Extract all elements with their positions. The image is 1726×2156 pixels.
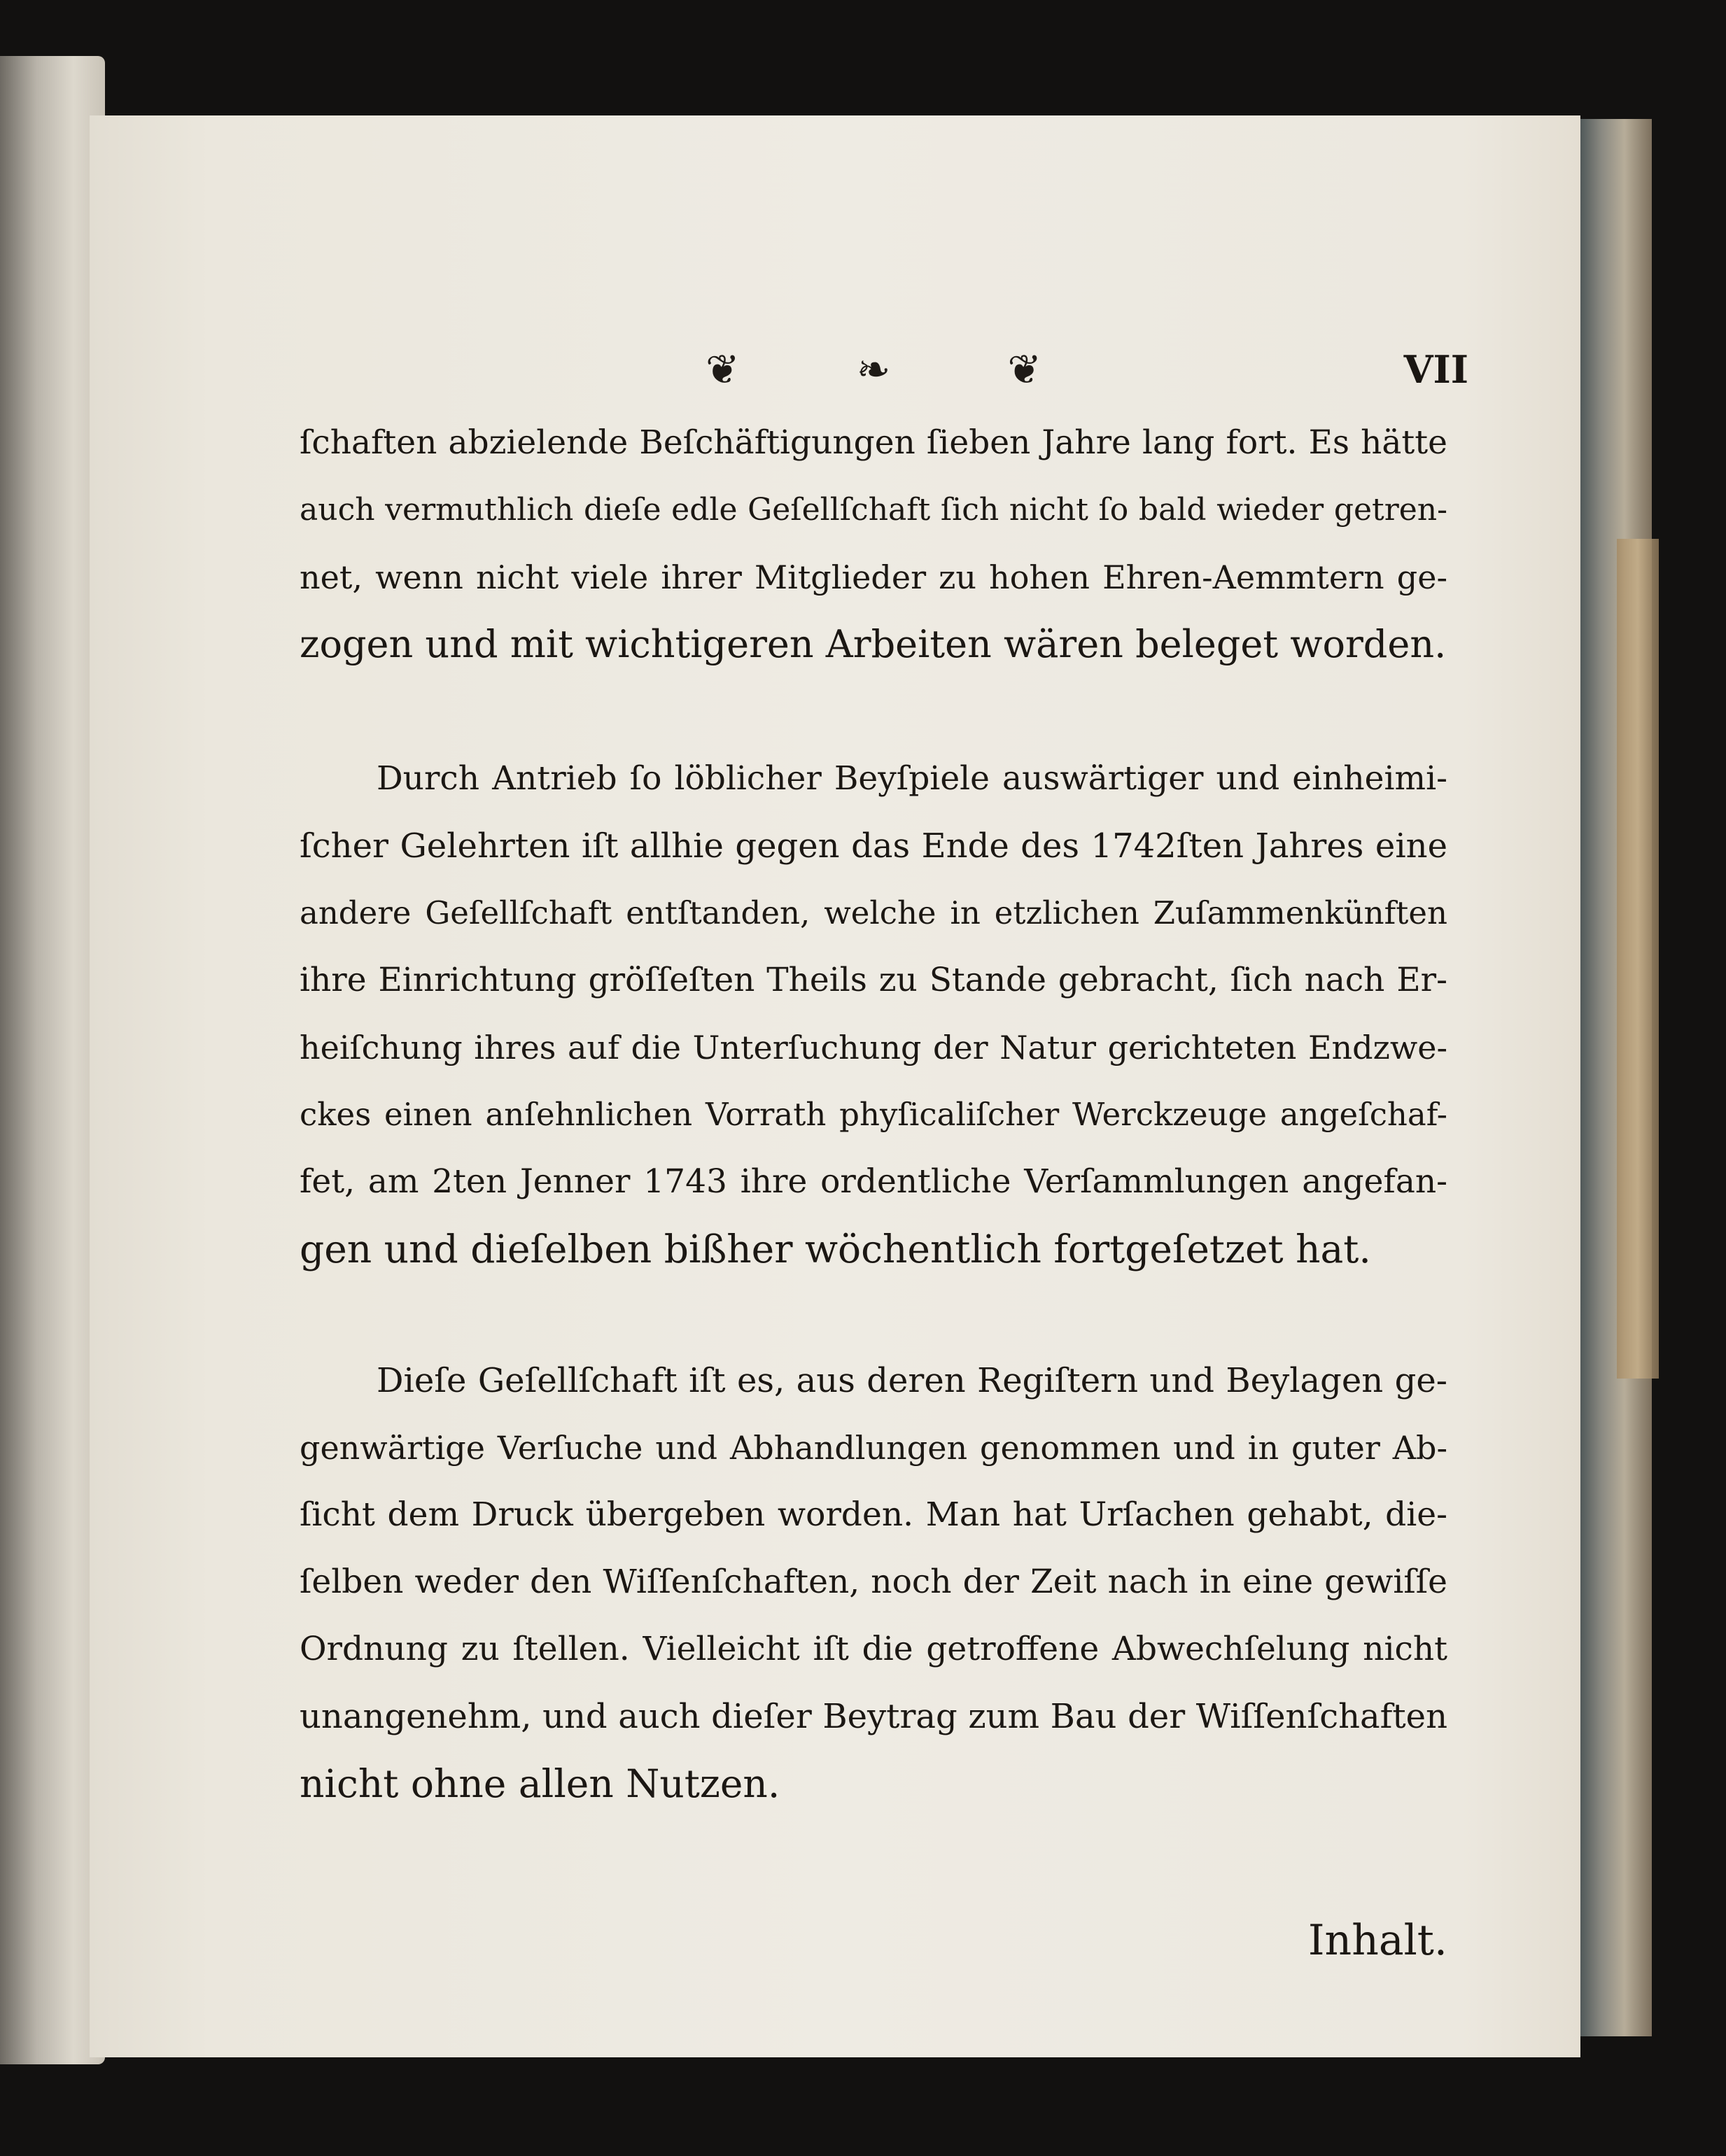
ornament-center-icon: ❧ [856,346,891,393]
text-line: Durch Antrieb ſo löblicher Beyſpiele auswärtiger und einheimi- [377,759,1447,798]
catchword: Inhalt. [1307,1916,1447,1965]
text-line: nicht ohne allen Nutzen. [300,1761,780,1806]
text-line: ſcher Gelehrten iſt allhie gegen das Ende des 1742ſten Jahres eine [300,826,1447,866]
text-line: gen und dieſelben bißher wöchentlich fortgeſetzet hat. [300,1227,1371,1271]
text-line: genwärtige Verſuche und Abhandlungen genommen und in guter Ab- [300,1429,1447,1467]
text-line: andere Geſellſchaft entſtanden, welche in etzlichen Zuſammenkünften [300,894,1447,931]
text-line: zogen und mit wichtigeren Arbeiten wären beleget worden. [300,622,1447,666]
text-line: heiſchung ihres auf die Unterſuchung der Natur gerichteten Endzwe- [300,1029,1447,1066]
page-number: VII [1403,347,1468,392]
header-ornaments [706,338,1041,401]
text-line: unangenehm, und auch dieſer Beytrag zum Bau der Wiſſenſchaften [300,1697,1447,1736]
text-line: ſelben weder den Wiſſenſchaften, noch der Zeit nach in eine gewiſſe [300,1563,1447,1601]
paragraph-1 [300,409,1447,678]
text-line: Ordnung zu ſtellen. Vielleicht iſt die getroffene Abwechſelung nicht [300,1630,1447,1668]
book-page [90,115,1580,2057]
text-line: ſchaften abzielende Beſchäftigungen ſieben Jahre lang fort. Es hätte [300,423,1447,462]
text-line: Dieſe Geſellſchaft iſt es, aus deren Regiſtern und Beylagen ge- [377,1361,1447,1400]
ornament-right-icon: ❦ [1007,346,1041,393]
ornament-left-icon: ❦ [706,346,740,393]
text-line: fet, am 2ten Jenner 1743 ihre ordentliche Verſammlungen angefan- [300,1162,1447,1201]
text-line: net, wenn nicht viele ihrer Mitglieder zu hohen Ehren-Aemmtern ge- [300,558,1447,596]
text-line: ihre Einrichtung gröſſeſten Theils zu Stande gebracht, ſich nach Er- [300,961,1447,999]
paragraph-3 [300,1347,1447,1817]
text-line: auch vermuthlich dieſe edle Geſellſchaft ſich nicht ſo bald wieder getren- [300,492,1447,528]
paragraph-2 [300,745,1447,1283]
text-line: ckes einen anſehnlichen Vorrath phyſicaliſcher Werckzeuge angeſchaf- [300,1096,1447,1133]
text-line: ſicht dem Druck übergeben worden. Man hat Urſachen gehabt, die- [300,1495,1447,1534]
